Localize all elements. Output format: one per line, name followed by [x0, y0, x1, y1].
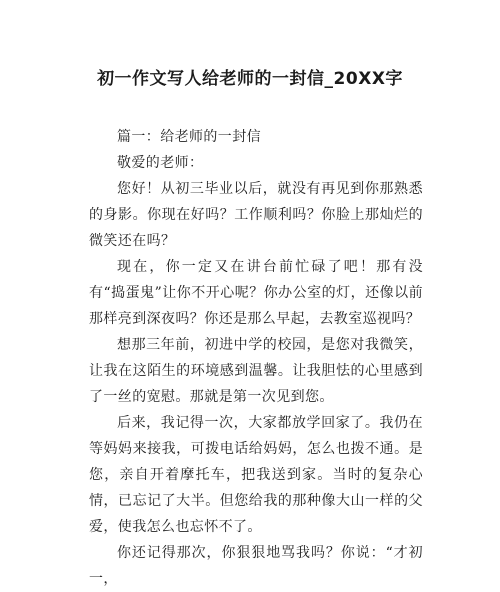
paragraph: 你还记得那次，你狠狠地骂我吗？你说：“才初一， [89, 545, 423, 587]
document-title: 初一作文写人给老师的一封信_20XX字 [97, 69, 403, 89]
document-body [89, 124, 423, 592]
salutation: 敬爱的老师： [117, 155, 204, 171]
paragraph: 后来，我记得一次，大家都放学回家了。我仍在等妈妈来接我，可拨电话给妈妈，怎么也拨不通。是您，亲自开着摩托车，把我送到家。当时的复杂心情，已忘记了大半。但您给我的那种像大山一样的父爱，使我怎么也忘怀不了。 [89, 415, 423, 535]
paragraph: 想那三年前，初进中学的校园，是您对我微笑，让我在这陌生的环境感到温馨。让我胆怯的心里感到了一丝的宽慰。那就是第一次见到您。 [89, 337, 423, 405]
section-heading: 篇一：给老师的一封信 [117, 129, 261, 145]
paragraph: 您好！从初三毕业以后，就没有再见到你那熟悉的身影。你现在好吗？工作顺利吗？你脸上那灿烂的微笑还在吗？ [89, 181, 423, 249]
paragraph: 现在，你一定又在讲台前忙碌了吧！那有没有“捣蛋鬼”让你不开心呢？你办公室的灯，还像以前那样亮到深夜吗？你还是那么早起，去教室巡视吗？ [89, 259, 423, 327]
